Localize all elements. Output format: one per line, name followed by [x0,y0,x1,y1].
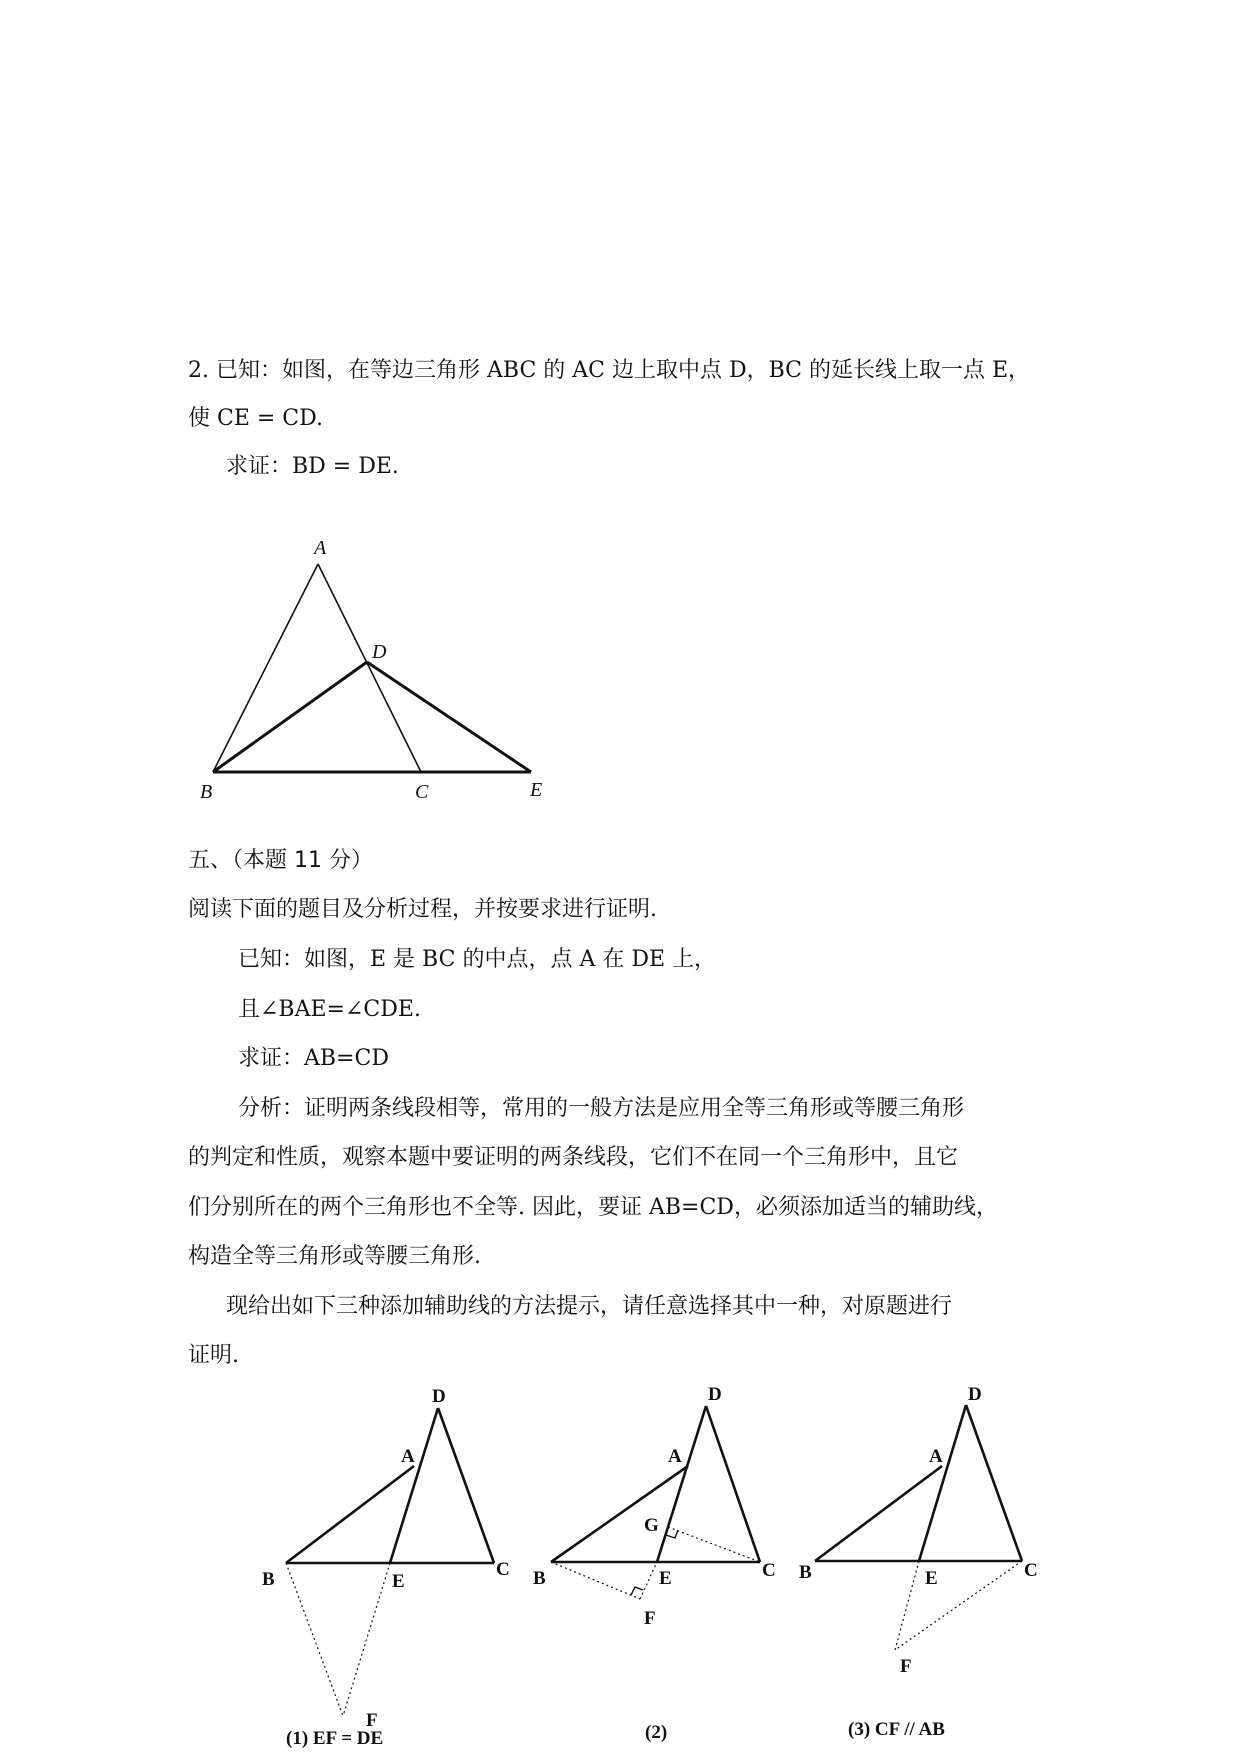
section5-hint-line1: 现给出如下三种添加辅助线的方法提示，请任意选择其中一种，对原题进行 [226,1294,953,1319]
section5-analysis-line2: 的判定和性质，观察本题中要证明的两条线段，它们不在同一个三角形中，且它 [188,1145,959,1170]
problem2-prove: 求证：BD = DE. [226,454,399,479]
section5-given-line1: 已知：如图，E 是 BC 的中点，点 A 在 DE 上， [238,947,717,972]
section5-intro: 阅读下面的题目及分析过程，并按要求进行证明. [188,897,657,922]
figure-1 [286,1408,494,1716]
segment-bd [213,662,367,772]
fig3-label-f: F [900,1656,912,1677]
fig2-label-a: A [668,1446,682,1467]
fig2-segment-dc [706,1406,760,1562]
fig1-label-c: C [496,1559,510,1580]
fig1-segment-ed [390,1408,438,1563]
section5-analysis-line1: 分析：证明两条线段相等，常用的一般方法是应用全等三角形或等腰三角形 [238,1096,965,1121]
p2-label-a: A [314,537,327,559]
fig3-label-c: C [1024,1560,1038,1581]
fig2-label-c: C [762,1560,776,1581]
fig2-dotted-bf [551,1562,640,1599]
segment-de [367,662,531,772]
fig1-caption: (1) EF = DE [286,1728,384,1749]
fig3-segment-dc [966,1405,1022,1561]
section5-given-line2: 且∠BAE=∠CDE. [238,997,421,1022]
fig3-label-e: E [925,1568,938,1589]
fig1-dotted-ef [343,1563,390,1716]
fig1-dotted-bf [286,1563,343,1716]
problem2-statement-line2: 使 CE = CD. [188,406,323,431]
fig1-label-d: D [432,1386,446,1407]
fig3-dotted-cf [895,1561,1022,1650]
fig3-label-d: D [968,1384,982,1405]
fig2-segment-ba [551,1466,688,1562]
fig2-caption: (2) [645,1722,668,1743]
p2-label-e: E [530,779,543,801]
section5-prove: 求证：AB=CD [238,1046,389,1071]
section5-hint-line2: 证明. [188,1343,239,1368]
fig3-caption: (3) CF // AB [848,1719,945,1740]
section5-heading: 五、（本题 11 分） [188,848,373,873]
problem2-triangle-figure [213,564,531,772]
figure-2 [551,1406,760,1599]
fig2-dotted-gc [668,1527,760,1562]
fig3-label-b: B [799,1562,812,1583]
fig2-label-b: B [533,1568,546,1589]
fig2-label-g: G [644,1515,659,1536]
p2-label-c: C [415,781,429,803]
figure-3 [815,1405,1022,1650]
p2-label-b: B [200,781,213,803]
segment-ac [318,564,421,772]
fig1-label-f: F [366,1710,378,1731]
fig2-label-d: D [708,1384,722,1405]
fig2-label-e: E [659,1568,672,1589]
fig2-right-angle-f [631,1587,643,1595]
fig1-label-a: A [401,1446,415,1467]
section5-analysis-line3: 们分别所在的两个三角形也不全等. 因此，要证 AB=CD，必须添加适当的辅助线， [188,1195,998,1220]
fig2-dotted-fe [640,1562,657,1599]
problem2-statement-line1: 2. 已知：如图，在等边三角形 ABC 的 AC 边上取中点 D，BC 的延长线上取一点 E， [188,358,1031,383]
p2-label-d: D [372,641,387,663]
fig1-segment-dc [438,1408,494,1563]
segment-ab [213,564,318,772]
fig2-label-f: F [644,1608,656,1629]
fig3-dotted-ef [895,1561,919,1650]
section5-analysis-line4: 构造全等三角形或等腰三角形. [188,1244,481,1269]
fig1-label-b: B [262,1569,275,1590]
fig3-label-a: A [929,1446,943,1467]
fig1-label-e: E [392,1571,405,1592]
fig3-segment-ed [919,1405,966,1561]
